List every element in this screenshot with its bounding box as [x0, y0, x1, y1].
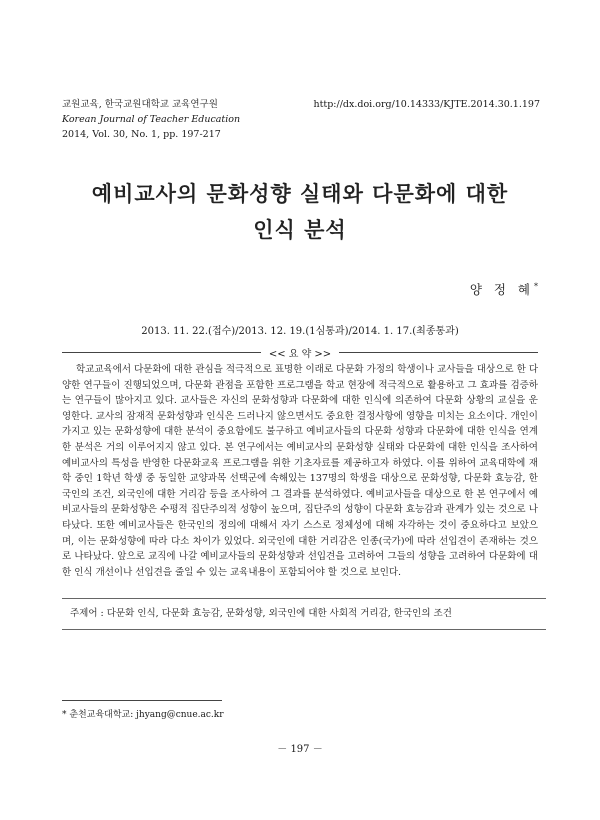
journal-name-korean: 교원교육, 한국교원대학교 교육연구원 — [62, 99, 218, 110]
title-line-2: 인식 분석 — [253, 217, 347, 242]
journal-name-english: Korean Journal of Teacher Education — [62, 114, 241, 125]
abstract-rule-left — [62, 352, 261, 353]
keywords: 주제어 : 다문화 인식, 다문화 효능감, 문화성향, 외국인에 대한 사회적 거리감, 한국인의 조건 — [62, 598, 546, 630]
footnote-divider — [62, 700, 222, 701]
submission-dates: 2013. 11. 22.(접수)/2013. 12. 19.(1심통과)/2014. 1. 17.(최종통과) — [141, 326, 459, 337]
abstract-text: 학교교육에서 다문화에 대한 관심을 적극적으로 표명한 이래로 다문화 가정의 학생이나 교사들을 대상으로 한 다양한 연구들이 진행되었으며, 다문화 관점을 포함한 프로그램을 학교 현장에 적극적으로 활용하고 그 효과를 검증하는 연구들이 많아지고 있다. 교사들은 자신의 문화성향과 다문화에 대한 인식에 의존하여 다문화 상황의 교실을 운영한다. 교사의 잠재적 문화성향과 인식은 드러나지 않으면서도 중요한 결정사항에 영향을 미치는 요소이다. 개인이 가지고 있는 문화성향에 대한 분석이 중요함에도 불구하고 예비교사들의 다문화 성향과 다문화에 대한 인식을 연계한 분석은 거의 이루어지지 않고 있다. 본 연구에서는 예비교사의 문화성향 실태와 다문화에 대한 인식을 조사하여 예비교사의 특성을 반영한 다문화교육 프로그램을 위한 기초자료를 제공하고자 하였다. 이를 위하여 교육대학에 재학 중인 1학년 학생 중 동일한 교양과목 선택군에 속해있는 137명의 학생을 대상으로 문화성향, 다문화 효능감, 한국인의 조건, 외국인에 대한 거리감 등을 조사하여 그 결과를 분석하였다. 예비교사들을 대상으로 한 본 연구에서 예비교사들의 문화성향은 수평적 집단주의적 성향이 높으며, 집단주의 성향이 다문화 효능감과 관계가 있는 것으로 나타났다. 또한 예비교사들은 한국인의 정의에 대해서 자기 스스로 정체성에 대해 자각하는 것이 중요하다고 보았으며, 이는 문화성향에 따라 다소 차이가 있었다. 외국인에 대한 거리감은 인종(국가)에 따라 선입견이 존재하는 것으로 나타났다. 앞으로 교직에 나갈 예비교사들의 문화성향과 선입견을 고려하여 그들의 성향을 고려하여 다문화에 대한 인식 개선이나 선입견을 줄일 수 있는 교육내용이 포함되어야 할 것으로 보인다. — [62, 364, 538, 578]
abstract-heading — [62, 345, 538, 360]
author — [470, 280, 538, 298]
abstract-body — [62, 362, 538, 580]
title-line-1: 예비교사의 문화성향 실태와 다문화에 대한 — [91, 181, 509, 206]
paper-title — [60, 176, 540, 248]
abstract-rule-right — [339, 352, 538, 353]
volume-info: 2014, Vol. 30, No. 1, pp. 197-217 — [62, 129, 221, 140]
journal-header — [62, 97, 240, 142]
page-number: － 197 － — [277, 744, 323, 755]
abstract-label: << 요 약 >> — [268, 349, 332, 360]
doi-link[interactable]: http://dx.doi.org/10.14333/KJTE.2014.30.1.197 — [313, 99, 540, 110]
author-footnote: * 춘천교육대학교: jhyang@cnue.ac.kr — [62, 710, 224, 720]
author-footnote-mark: * — [534, 281, 538, 291]
author-name: 양 정 혜 — [469, 282, 534, 297]
